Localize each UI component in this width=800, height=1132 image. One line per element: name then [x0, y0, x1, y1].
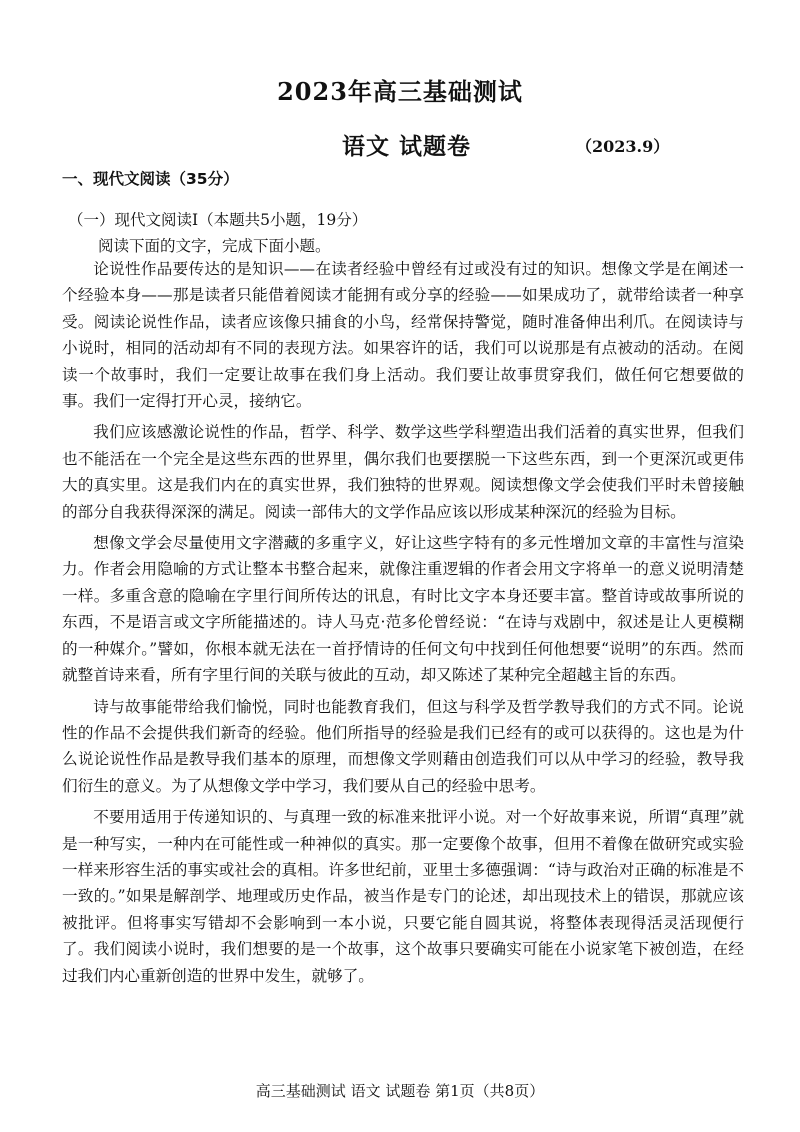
passage-paragraph-4: 诗与故事能带给我们愉悦，同时也能教育我们，但这与科学及哲学教导我们的方式不同。论说性的作品不会提供我们新奇的经验。他们所指导的经验是我们已经有的或可以获得的。这也是为什么说论说性作品是教导我们基本的原理，而想像文学则藉由创造我们可以从中学习的经验，教导我们衍生的意义。为了从想像文学中学习，我们要从自己的经验中思考。: [62, 697, 744, 795]
passage-paragraph-2: 我们应该感激论说性的作品，哲学、科学、数学这些学科塑造出我们活着的真实世界，但我们也不能活在一个完全是这些东西的世界里，偶尔我们也要摆脱一下这些东西，到一个更深沉或更伟大的真实里。这是我们内在的真实世界，我们独特的世界观。阅读想像文学会使我们平时未曾接触的部分自我获得深深的满足。阅读一部伟大的文学作品应该以形成某种深沉的经验为目标。: [62, 423, 744, 521]
passage-paragraph-5: 不要用适用于传递知识的、与真理一致的标准来批评小说。对一个好故事来说，所谓“真理”就是一种写实，一种内在可能性或一种神似的真实。那一定要像个故事，但用不着像在做研究或实验一样来形容生活的事实或社会的真相。许多世纪前，亚里士多德强调：“诗与政治对正确的标准是不一致的。”如果是解剖学、地理或历史作品，被当作是专门的论述，却出现技术上的错误，那就应该被批评。但将事实写错却不会影响到一本小说，只要它能自圆其说，将整体表现得活灵活现便行了。我们阅读小说时，我们想要的是一个故事，这个故事只要确实可能在小说家笔下被创造，在经过我们内心重新创造的世界中发生，就够了。: [62, 808, 744, 985]
page-footer: 高三基础测试 语文 试题卷 第1页（共8页）: [255, 1082, 545, 1100]
subsection-heading: （一）现代文阅读Ⅰ（本题共5小题，19分）: [68, 211, 368, 229]
reading-passage: [62, 256, 744, 994]
exam-date: （2023.9）: [576, 137, 670, 156]
exam-subtitle: 语文 试题卷: [342, 133, 472, 160]
reading-instruction: 阅读下面的文字，完成下面小题。: [98, 237, 331, 255]
passage-paragraph-3: 想像文学会尽量使用文字潜藏的多重字义，好让这些字特有的多元性增加文章的丰富性与渲染力。作者会用隐喻的方式让整本书整合起来，就像注重逻辑的作者会用文字将单一的意义说明清楚一样。多重含意的隐喻在字里行间所传达的讯息，有时比文字本身还要丰富。整首诗或故事所说的东西，不是语言或文字所能描述的。诗人马克·范多伦曾经说：“在诗与戏剧中，叙述是让人更模糊的一种媒介。”譬如，你根本就无法在一首抒情诗的任何文句中找到任何他想要“说明”的东西。然而就整首诗来看，所有字里行间的关联与彼此的互动，却又陈述了某种完全超越主旨的东西。: [62, 534, 744, 685]
exam-title: 2023年高三基础测试: [277, 77, 523, 106]
section-heading: 一、现代文阅读（35分）: [62, 170, 239, 188]
passage-paragraph-1: 论说性作品要传达的是知识——在读者经验中曾经有过或没有过的知识。想像文学是在阐述一个经验本身——那是读者只能借着阅读才能拥有或分享的经验——如果成功了，就带给读者一种享受。阅读论说性作品，读者应该像只捕食的小鸟，经常保持警觉，随时准备伸出利爪。在阅读诗与小说时，相同的活动却有不同的表现方法。如果容许的话，我们可以说那是有点被动的活动。在阅读一个故事时，我们一定要让故事在我们身上活动。我们要让故事贯穿我们，做任何它想要做的事。我们一定得打开心灵，接纳它。: [62, 260, 744, 411]
